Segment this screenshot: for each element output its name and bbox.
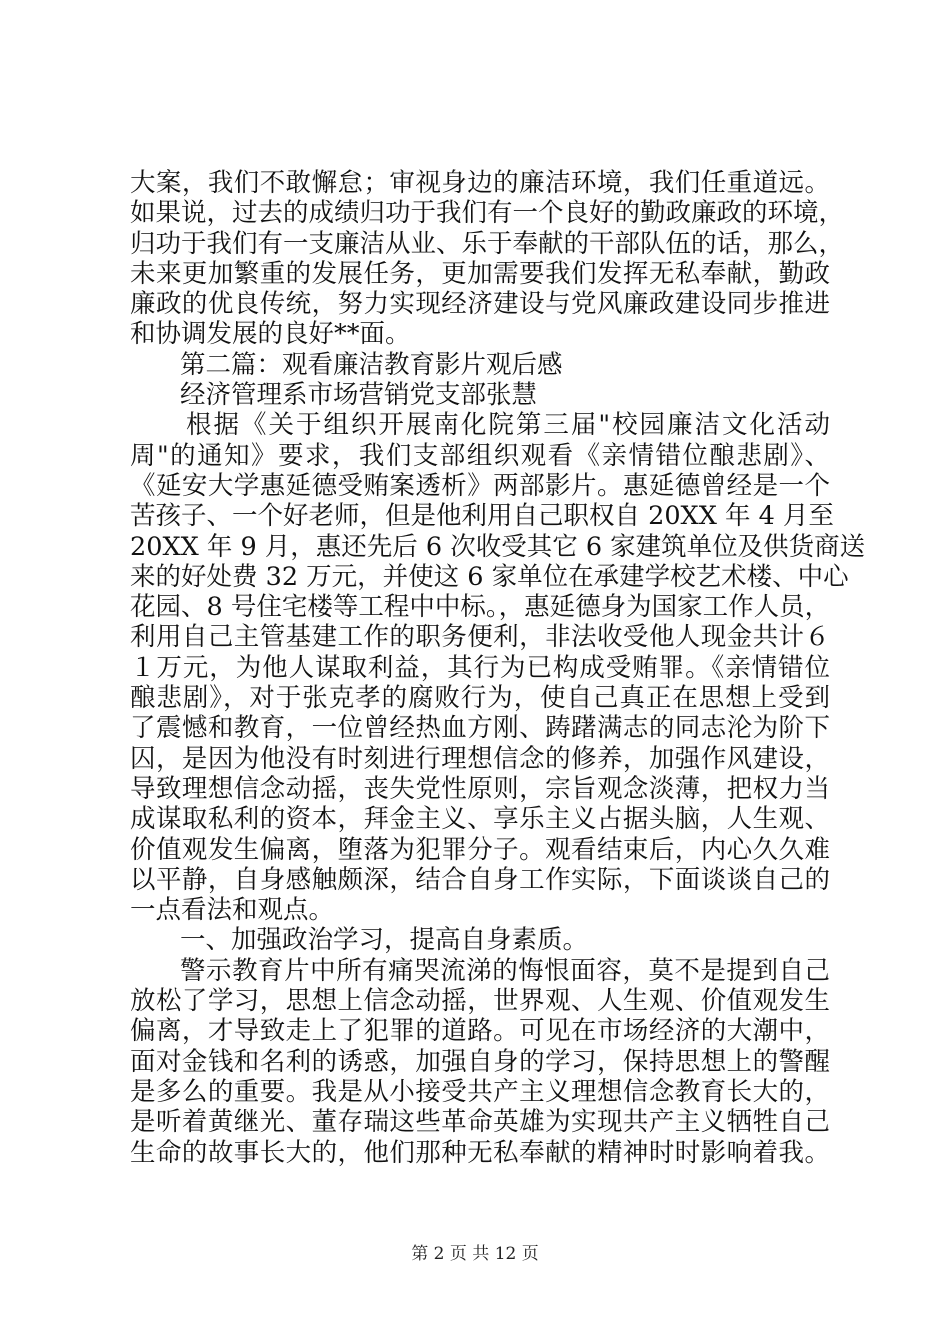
text-line: 和协调发展的良好**面。 bbox=[130, 319, 411, 350]
page-number-footer: 第 2 页 共 12 页 bbox=[411, 1244, 539, 1264]
text-line: 廉政的优良传统，努力实现经济建设与党风廉政建设同步推进 bbox=[130, 289, 830, 320]
text-line: 未来更加繁重的发展任务，更加需要我们发挥无私奉献，勤政 bbox=[130, 258, 830, 289]
text-line: 导致理想信念动摇，丧失党性原则，宗旨观念淡薄，把权力当 bbox=[130, 773, 830, 804]
text-line: 偏离，才导致走上了犯罪的道路。可见在市场经济的大潮中， bbox=[130, 1016, 830, 1047]
text-line: １万元，为他人谋取利益，其行为已构成受贿罪。《亲情错位 bbox=[130, 652, 830, 683]
text-line: 大案，我们不敢懈怠；审视身边的廉洁环境，我们任重道远。 bbox=[130, 168, 830, 198]
text-line: 是多么的重要。我是从小接受共产主义理想信念教育长大的， bbox=[130, 1076, 830, 1107]
author-line: 经济管理系市场营销党支部张慧 bbox=[180, 380, 538, 411]
text-line: 苦孩子、一个好老师，但是他利用自己职权自 20XX 年 4 月至 bbox=[130, 501, 834, 532]
text-line: 花园、8 号住宅楼等工程中中标。，惠延德身为国家工作人员， bbox=[130, 592, 831, 623]
text-line: 利用自己主管基建工作的职务便利，非法收受他人现金共计６ bbox=[130, 622, 830, 653]
text-line: 以平静，自身感触颇深，结合自身工作实际，下面谈谈自己的 bbox=[130, 864, 830, 895]
text-line: 成谋取私利的资本，拜金主义、享乐主义占据头脑，人生观、 bbox=[130, 804, 830, 835]
text-line: 来的好处费 32 万元，并使这 6 家单位在承建学校艺术楼、中心 bbox=[130, 561, 849, 592]
text-line: 归功于我们有一支廉洁从业、乐于奉献的干部队伍的话，那么， bbox=[130, 228, 845, 259]
text-line: 价值观发生偏离，堕落为犯罪分子。观看结束后，内心久久难 bbox=[130, 834, 830, 865]
text-line: 《延安大学惠延德受贿案透析》两部影片。惠延德曾经是一个 bbox=[130, 470, 830, 501]
text-line: 周"的通知》要求，我们支部组织观看《亲情错位酿悲剧》、 bbox=[130, 440, 830, 471]
text-line: 酿悲剧》，对于张克孝的腐败行为，使自己真正在思想上受到 bbox=[130, 683, 830, 714]
section-title: 第二篇：观看廉洁教育影片观后感 bbox=[180, 349, 563, 380]
text-line: 20XX 年 9 月，惠还先后 6 次收受其它 6 家建筑单位及供货商送 bbox=[130, 531, 866, 562]
text-line: 警示教育片中所有痛哭流涕的悔恨面容，莫不是提到自己 bbox=[180, 955, 830, 986]
text-line: 面对金钱和名利的诱惑，加强自身的学习，保持思想上的警醒 bbox=[130, 1046, 830, 1077]
text-line: 生命的故事长大的，他们那种无私奉献的精神时时影响着我。 bbox=[130, 1137, 830, 1168]
text-line: 了震憾和教育，一位曾经热血方刚、踌躇满志的同志沦为阶下 bbox=[130, 713, 830, 744]
text-line: 如果说，过去的成绩归功于我们有一个良好的勤政廉政的环境， bbox=[130, 198, 845, 229]
text-line: 放松了学习，思想上信念动摇，世界观、人生观、价值观发生 bbox=[130, 986, 830, 1017]
text-line: 是听着黄继光、董存瑞这些革命英雄为实现共产主义牺牲自己 bbox=[130, 1107, 830, 1138]
text-line: 一点看法和观点。 bbox=[130, 895, 335, 926]
document-body bbox=[130, 168, 866, 1168]
subsection-heading: 一、加强政治学习，提高自身素质。 bbox=[180, 925, 589, 956]
text-line: 囚，是因为他没有时刻进行理想信念的修养，加强作风建设， bbox=[130, 743, 830, 774]
text-line: 根据《关于组织开展南化院第三届"校园廉洁文化活动 bbox=[186, 410, 830, 441]
